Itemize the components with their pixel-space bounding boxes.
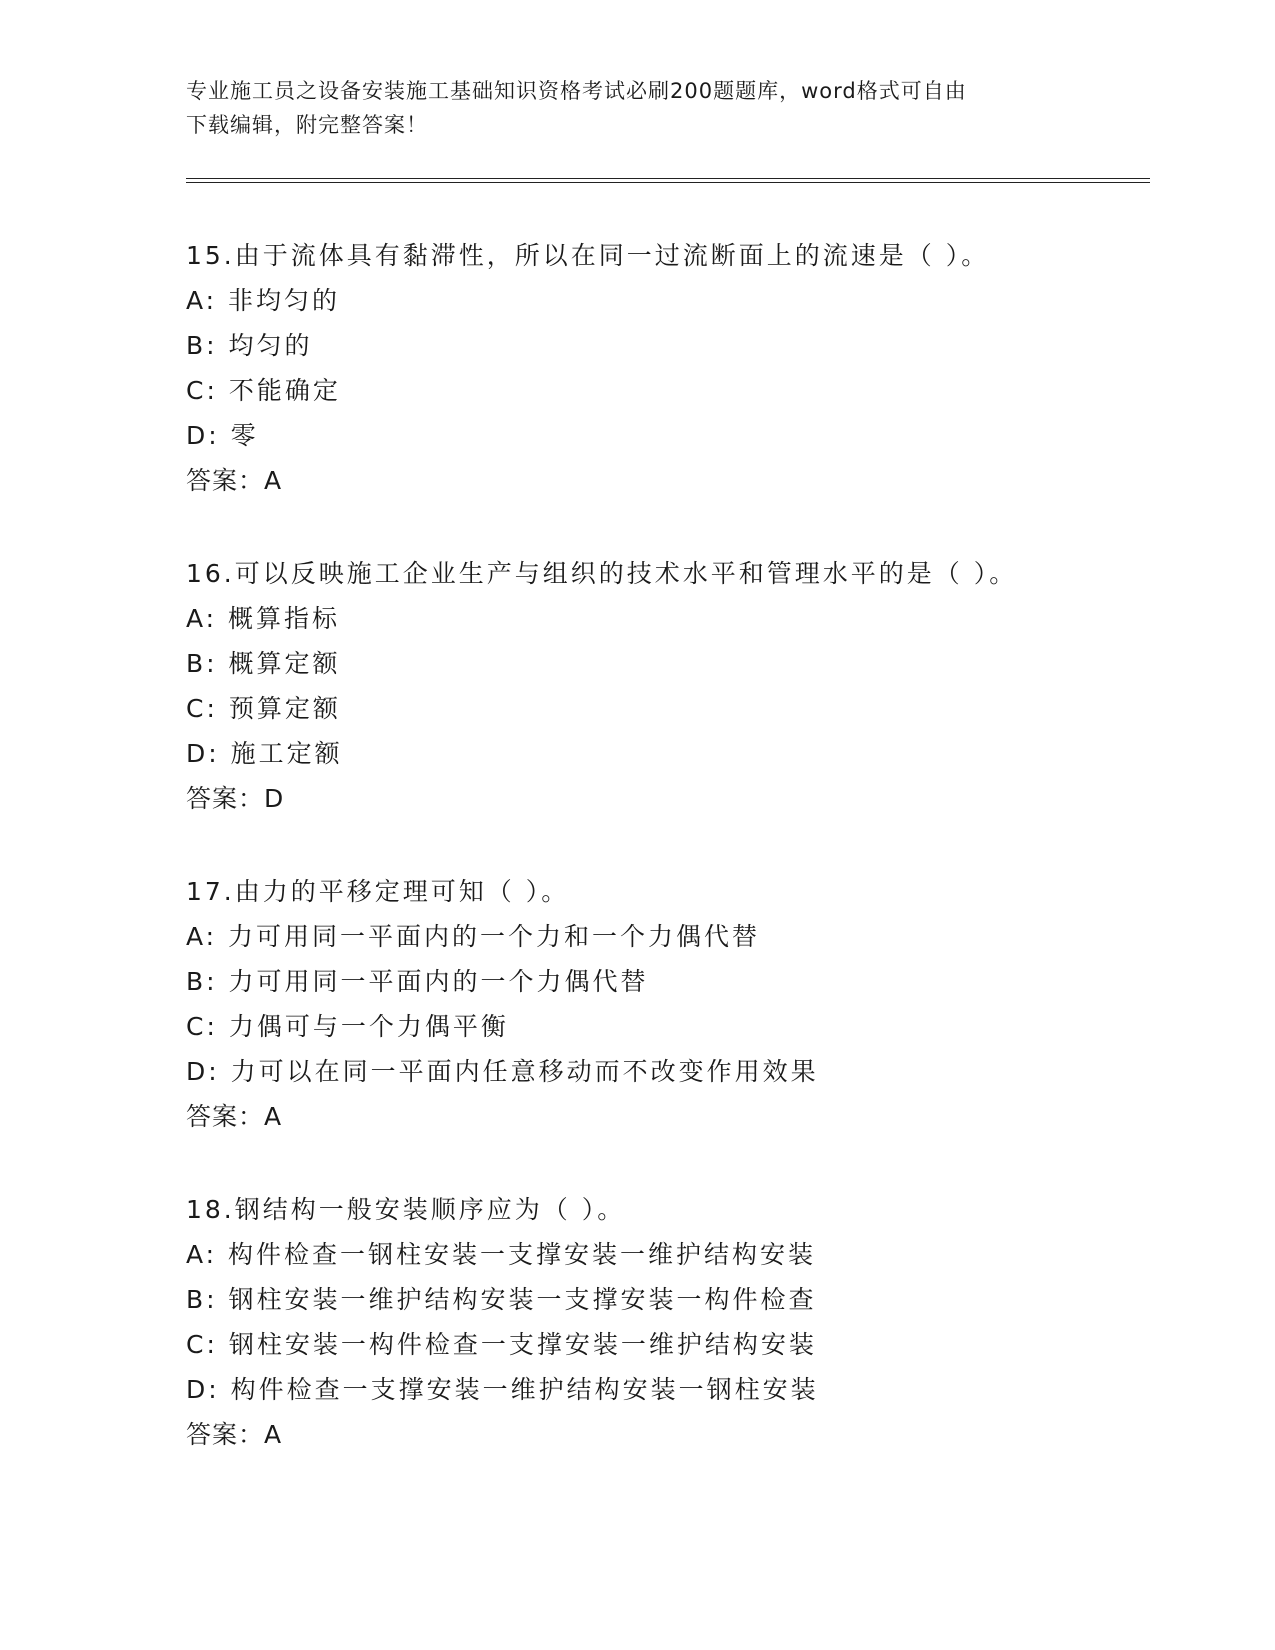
option-b: B: 概算定额: [186, 649, 341, 678]
option-c: C: 不能确定: [186, 376, 341, 405]
option-b: B: 力可用同一平面内的一个力偶代替: [186, 967, 649, 996]
document-header: [186, 74, 1066, 142]
option-d: D: 力可以在同一平面内任意移动而不改变作用效果: [186, 1057, 819, 1086]
question-16: [186, 551, 1146, 821]
answer: 答案：D: [186, 784, 285, 813]
question-17: [186, 869, 1146, 1139]
answer: 答案：A: [186, 466, 283, 495]
question-stem: 16.可以反映施工企业生产与组织的技术水平和管理水平的是（ ）。: [186, 559, 1018, 588]
answer: 答案：A: [186, 1102, 283, 1131]
question-stem: 18.钢结构一般安装顺序应为（ ）。: [186, 1195, 626, 1224]
question-stem: 15.由于流体具有黏滞性，所以在同一过流断面上的流速是（ ）。: [186, 241, 990, 270]
option-b: B: 均匀的: [186, 331, 313, 360]
option-a: A: 力可用同一平面内的一个力和一个力偶代替: [186, 922, 761, 951]
option-d: D: 施工定额: [186, 739, 343, 768]
option-a: A: 概算指标: [186, 604, 341, 633]
option-c: C: 力偶可与一个力偶平衡: [186, 1012, 509, 1041]
option-a: A: 非均匀的: [186, 286, 341, 315]
option-d: D: 构件检查一支撑安装一维护结构安装一钢柱安装: [186, 1375, 819, 1404]
option-b: B: 钢柱安装一维护结构安装一支撑安装一构件检查: [186, 1285, 817, 1314]
question-15: [186, 233, 1146, 503]
header-divider-top: [186, 178, 1150, 179]
answer: 答案：A: [186, 1420, 283, 1449]
header-divider-bottom: [186, 182, 1150, 183]
question-stem: 17.由力的平移定理可知（ ）。: [186, 877, 570, 906]
option-c: C: 预算定额: [186, 694, 341, 723]
header-line-1: 专业施工员之设备安装施工基础知识资格考试必刷200题题库，word格式可自由: [186, 79, 967, 103]
option-c: C: 钢柱安装一构件检查一支撑安装一维护结构安装: [186, 1330, 817, 1359]
question-18: [186, 1187, 1146, 1457]
header-line-2: 下载编辑，附完整答案！: [186, 113, 428, 137]
option-a: A: 构件检查一钢柱安装一支撑安装一维护结构安装: [186, 1240, 817, 1269]
option-d: D: 零: [186, 421, 259, 450]
